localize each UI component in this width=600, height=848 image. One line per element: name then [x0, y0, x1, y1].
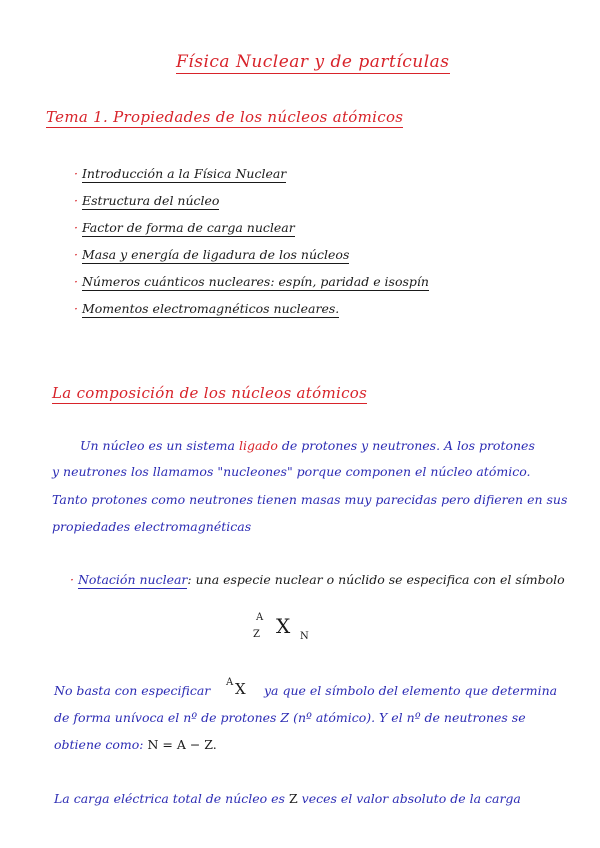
- atomic-number: Z: [253, 629, 260, 640]
- paragraph-line: obtiene como: N = A − Z.: [54, 737, 217, 752]
- mass-number: A: [226, 677, 234, 688]
- mass-number: A: [256, 612, 264, 623]
- list-item: · Números cuánticos nucleares: espín, paridad e isospín: [74, 274, 429, 289]
- bullet-icon: ·: [74, 220, 78, 235]
- paragraph-charge: La carga eléctrica total de núcleo es Z veces el valor absoluto de la carga: [54, 791, 521, 806]
- list-item: · Factor de forma de carga nuclear: [74, 220, 295, 235]
- element-symbol: X: [276, 614, 291, 638]
- paragraph-line: de forma unívoca el nº de protones Z (nº atómico). Y el nº de neutrones se: [54, 710, 526, 725]
- list-item: · Estructura del núcleo: [74, 193, 220, 208]
- element-symbol: X: [235, 680, 246, 698]
- neutron-number: N: [300, 631, 309, 642]
- paragraph-line: y neutrones los llamamos "nucleones" porque componen el núcleo atómico.: [52, 464, 531, 479]
- notation-line: · Notación nuclear: una especie nuclear o núclido se especifica con el símbolo: [70, 572, 565, 587]
- paragraph-line: Un núcleo es un sistema ligado de protones y neutrones. A los protones: [80, 438, 535, 453]
- bullet-icon: ·: [74, 193, 78, 208]
- theme-heading: Tema 1. Propiedades de los núcleos atómicos: [46, 108, 404, 126]
- bullet-icon: ·: [74, 247, 78, 262]
- page-title: Física Nuclear y de partículas: [176, 52, 450, 72]
- bullet-icon: ·: [70, 572, 74, 587]
- paragraph-line: Tanto protones como neutrones tienen masas muy parecidas pero difieren en sus: [52, 492, 568, 507]
- bullet-icon: ·: [74, 166, 78, 181]
- section-heading: La composición de los núcleos atómicos: [52, 384, 368, 402]
- list-item: · Masa y energía de ligadura de los núcleos: [74, 247, 350, 262]
- paragraph-line: ya que el símbolo del elemento que determina: [264, 683, 558, 698]
- paragraph-line: propiedades electromagnéticas: [52, 519, 252, 534]
- list-item: · Momentos electromagnéticos nucleares.: [74, 301, 340, 316]
- list-item: · Introducción a la Física Nuclear: [74, 166, 287, 181]
- bullet-icon: ·: [74, 274, 78, 289]
- paragraph-line: No basta con especificar: [54, 683, 211, 698]
- bullet-icon: ·: [74, 301, 78, 316]
